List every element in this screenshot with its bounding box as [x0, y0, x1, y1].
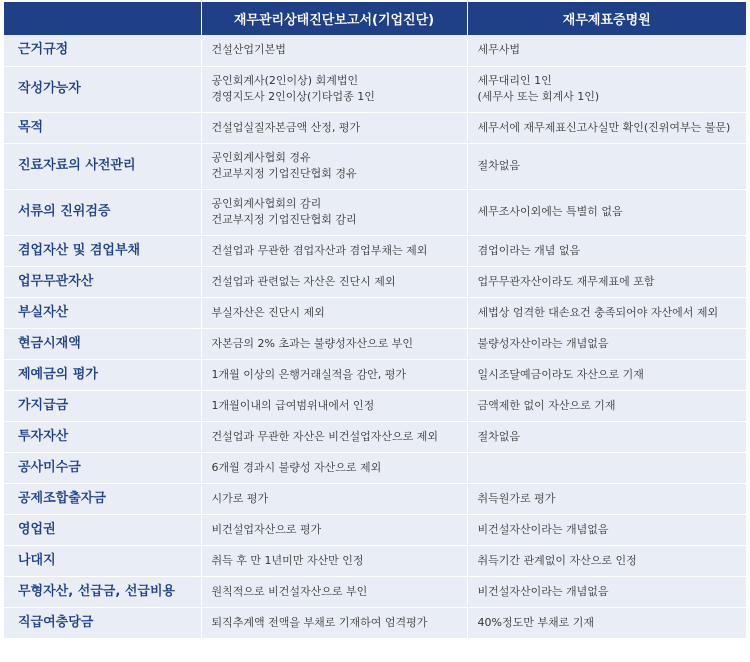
cell-text-line: 시가로 평가	[211, 491, 269, 505]
table-row	[4, 421, 746, 452]
cell-financial-statement-certificate	[467, 607, 746, 638]
cell-financial-statement-certificate	[467, 452, 746, 483]
cell-financial-diagnosis	[201, 359, 467, 390]
cell-text-line: 비건설업자산으로 평가	[211, 522, 322, 536]
cell-financial-statement-certificate	[467, 297, 746, 328]
row-label: 겸업자산 및 겸업부채	[4, 235, 201, 266]
cell-text-line: 건설업과 관련없는 자산은 진단시 제외	[211, 274, 396, 288]
cell-financial-statement-certificate	[467, 143, 746, 189]
cell-text-line: 불량성자산이라는 개념없음	[477, 336, 609, 350]
cell-financial-diagnosis	[201, 514, 467, 545]
row-label: 무형자산, 선급금, 선급비용	[4, 576, 201, 607]
row-label: 작성가능자	[4, 66, 201, 112]
cell-text-line: 세무조사이외에는 특별히 없음	[477, 205, 623, 218]
cell-financial-statement-certificate	[467, 514, 746, 545]
table-row	[4, 189, 746, 235]
cell-text-line: 공인회계사협회 경유	[211, 151, 311, 164]
cell-text-line: (세무사 또는 회계사 1인)	[477, 90, 600, 103]
row-label: 진료자료의 사전관리	[4, 143, 201, 189]
cell-financial-statement-certificate	[467, 421, 746, 452]
cell-text-line: 업무무관자산이라도 재무제표에 포함	[477, 274, 655, 288]
cell-text-line: 건설산업기본법	[211, 43, 286, 57]
cell-financial-diagnosis	[201, 607, 467, 638]
cell-financial-diagnosis	[201, 112, 467, 143]
row-label: 근거규정	[4, 35, 201, 66]
cell-financial-diagnosis	[201, 421, 467, 452]
cell-text-line: 1개월 이상의 은행거래실적을 감안, 평가	[211, 367, 406, 381]
cell-financial-statement-certificate	[467, 390, 746, 421]
cell-financial-statement-certificate	[467, 576, 746, 607]
cell-text-line: 공인회계사(2인이상) 회계법인	[211, 74, 359, 87]
cell-financial-statement-certificate	[467, 189, 746, 235]
cell-financial-diagnosis	[201, 452, 467, 483]
table-row	[4, 66, 746, 112]
cell-text-line: 1개월이내의 급여범위내에서 인정	[211, 398, 375, 412]
table-row	[4, 545, 746, 576]
table-row	[4, 35, 746, 66]
cell-text-line: 건설업실질자본금액 산정, 평가	[211, 120, 361, 134]
cell-text-line: 40%정도만 부채로 기재	[477, 615, 594, 629]
cell-financial-diagnosis	[201, 143, 467, 189]
cell-text-line: 퇴직추계액 전액을 부채로 기재하여 엄격평가	[211, 615, 428, 629]
table-header	[4, 2, 746, 35]
row-label: 투자자산	[4, 421, 201, 452]
table-row	[4, 576, 746, 607]
row-label: 서류의 진위검증	[4, 189, 201, 235]
cell-text-line: 세무사법	[477, 43, 521, 57]
table-row	[4, 297, 746, 328]
cell-financial-statement-certificate	[467, 66, 746, 112]
cell-text-line: 원칙적으로 비건설자산으로 부인	[211, 584, 368, 598]
row-label: 가지급금	[4, 390, 201, 421]
table-body	[4, 35, 746, 638]
row-label: 나대지	[4, 545, 201, 576]
cell-text-line: 부실자산은 진단시 제외	[211, 305, 325, 319]
table-row	[4, 483, 746, 514]
cell-financial-diagnosis	[201, 390, 467, 421]
cell-text-line: 취득기간 관계없이 자산으로 인정	[477, 553, 637, 567]
cell-financial-statement-certificate	[467, 545, 746, 576]
cell-financial-statement-certificate	[467, 359, 746, 390]
row-label: 목적	[4, 112, 201, 143]
cell-financial-diagnosis	[201, 576, 467, 607]
table-row	[4, 452, 746, 483]
cell-text-line: 세무대리인 1인	[477, 74, 552, 87]
row-label: 공사미수금	[4, 452, 201, 483]
cell-financial-diagnosis	[201, 235, 467, 266]
table-row	[4, 235, 746, 266]
cell-financial-statement-certificate	[467, 266, 746, 297]
cell-text-line: 비건설자산이라는 개념없음	[477, 584, 609, 598]
row-label: 현금시재액	[4, 328, 201, 359]
table-row	[4, 112, 746, 143]
header-col-item	[4, 2, 201, 35]
cell-text-line: 일시조달예금이라도 자산으로 기재	[477, 367, 644, 381]
cell-financial-diagnosis	[201, 35, 467, 66]
row-label: 영업권	[4, 514, 201, 545]
row-label: 부실자산	[4, 297, 201, 328]
header-col-financial-diagnosis: 재무관리상태진단보고서(기업진단)	[201, 2, 467, 35]
cell-financial-diagnosis	[201, 189, 467, 235]
header-col-financial-statement-certificate: 재무제표증명원	[467, 2, 746, 35]
row-label: 직급여충당금	[4, 607, 201, 638]
row-label: 공제조합출자금	[4, 483, 201, 514]
row-label: 제예금의 평가	[4, 359, 201, 390]
row-label: 업무무관자산	[4, 266, 201, 297]
cell-text-line: 금액제한 없이 자산으로 기재	[477, 398, 616, 412]
cell-text-line: 비건설자산이라는 개념없음	[477, 522, 609, 536]
cell-financial-diagnosis	[201, 66, 467, 112]
cell-text-line: 건설업과 무관한 자산은 비건설업자산으로 제외	[211, 429, 439, 443]
cell-financial-diagnosis	[201, 545, 467, 576]
cell-text-line: 건설업과 무관한 겸업자산과 겸업부채는 제외	[211, 243, 428, 257]
table-row	[4, 143, 746, 189]
table-row	[4, 328, 746, 359]
cell-financial-diagnosis	[201, 266, 467, 297]
cell-financial-diagnosis	[201, 297, 467, 328]
cell-financial-diagnosis	[201, 483, 467, 514]
cell-text-line: 취득원가로 평가	[477, 491, 556, 505]
cell-text-line: 건교부지정 기업진단협회 경유	[211, 167, 357, 180]
cell-financial-diagnosis	[201, 328, 467, 359]
table-row	[4, 390, 746, 421]
cell-financial-statement-certificate	[467, 483, 746, 514]
cell-financial-statement-certificate	[467, 35, 746, 66]
comparison-table-wrapper	[4, 2, 746, 639]
cell-text-line: 경영지도사 2인이상(기타업종 1인	[211, 90, 375, 103]
cell-financial-statement-certificate	[467, 235, 746, 266]
cell-text-line: 절차없음	[477, 159, 521, 172]
cell-text-line: 절차없음	[477, 429, 521, 443]
table-row	[4, 514, 746, 545]
table-row	[4, 607, 746, 638]
table-row	[4, 266, 746, 297]
cell-text-line: 공인회계사협회의 감리	[211, 197, 322, 210]
table-row	[4, 359, 746, 390]
cell-text-line: 세무서에 재무제표신고사실만 확인(진위여부는 불문)	[477, 120, 731, 134]
cell-text-line: 세법상 엄격한 대손요건 충족되어야 자산에서 제외	[477, 305, 719, 319]
cell-text-line: 겸업이라는 개념 없음	[477, 243, 581, 257]
cell-text-line: 취득 후 만 1년미만 자산만 인정	[211, 553, 364, 567]
comparison-table	[4, 2, 746, 639]
cell-text-line: 자본금의 2% 초과는 불량성자산으로 부인	[211, 336, 413, 350]
cell-text-line: 건교부지정 기업진단협회 감리	[211, 213, 357, 226]
cell-text-line: 6개월 경과시 불량성 자산으로 제외	[211, 460, 382, 474]
cell-financial-statement-certificate	[467, 112, 746, 143]
cell-financial-statement-certificate	[467, 328, 746, 359]
